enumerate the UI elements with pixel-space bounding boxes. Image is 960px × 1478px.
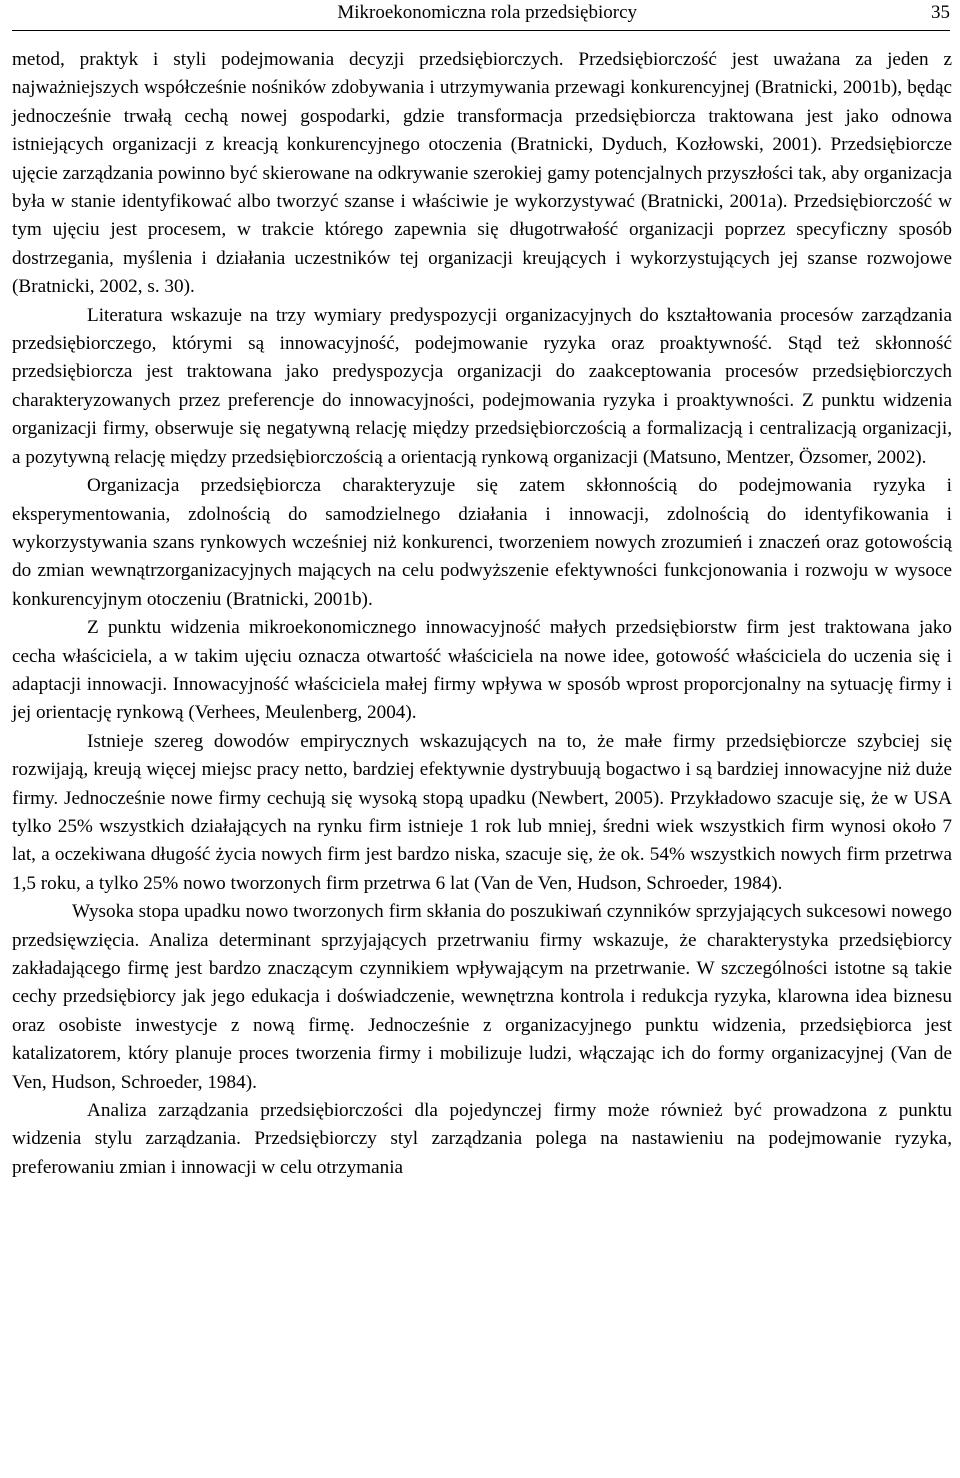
- paragraph: Literatura wskazuje na trzy wymiary predyspozycji organizacyjnych do kształtowania procesów zarządzania przedsiębiorczego, którymi są innowacyjność, podejmowanie ryzyka oraz proaktywność. Stąd też skłonność przedsiębiorcza jest traktowana jako predyspozycja organizacji do zaakceptowania procesów przedsiębiorczych charakteryzowanych przez preferencje do innowacyjności, podejmowania ryzyka i proaktywności. Z punktu widzenia organizacji firmy, obserwuje się negatywną relację między przedsiębiorczością a formalizacją i centralizacją organizacji, a pozytywną relację między przedsiębiorczością a orientacją rynkową organizacji (Matsuno, Mentzer, Özsomer, 2002).: [12, 304, 952, 468]
- paragraph: Organizacja przedsiębiorcza charakteryzuje się zatem skłonnością do podejmowania ryzyka i eksperymentowania, zdolnością do samodzielnego działania i innowacji, zdolnością do identyfikowania i wykorzystywania szans rynkowych wcześniej niż konkurenci, tworzeniem nowych zrozumień i znaczeń oraz gotowością do zmian wewnątrzorganizacyjnych mających na celu podwyższenie efektywności funkcjonowania i rozwoju w wysoce konkurencyjnym otoczeniu (Bratnicki, 2001b).: [12, 475, 952, 610]
- paragraph: Analiza zarządzania przedsiębiorczości dla pojedynczej firmy może również być prowadzona z punktu widzenia stylu zarządzania. Przedsiębiorczy styl zarządzania polega na nastawieniu na podejmowanie ryzyka, preferowaniu zmian i innowacji w celu otrzymania: [12, 1100, 952, 1178]
- page-number: 35: [931, 2, 950, 23]
- body-text: [12, 46, 952, 1182]
- paragraph: Istnieje szereg dowodów empirycznych wskazujących na to, że małe firmy przedsiębiorcze szybciej się rozwijają, kreują więcej miejsc pracy netto, bardziej efektywnie dystrybuują bogactwo i są bardziej innowacyjne niż duże firmy. Jednocześnie nowe firmy cechują się wysoką stopą upadku (Newbert, 2005). Przykładowo szacuje się, że w USA tylko 25% wszystkich działających na rynku firm istnieje 1 rok lub mniej, średni wiek wszystkich firm wynosi około 7 lat, a oczekiwana długość życia nowych firm jest bardzo niska, szacuje się, że ok. 54% wszystkich nowych firm przetrwa 1,5 roku, a tylko 25% nowo tworzonych firm przetrwa 6 lat (Van de Ven, Hudson, Schroeder, 1984).: [12, 730, 952, 894]
- paragraph: Z punktu widzenia mikroekonomicznego innowacyjność małych przedsiębiorstw firm jest traktowana jako cecha właściciela, a w takim ujęciu oznacza otwartość właściciela na nowe idee, gotowość właściciela do uczenia się i adaptacji innowacji. Innowacyjność właściciela małej firmy wpływa w sposób wprost proporcjonalny na sytuację firmy i jej orientację rynkową (Verhees, Meulenberg, 2004).: [12, 617, 952, 724]
- paragraph: Wysoka stopa upadku nowo tworzonych firm skłania do poszukiwań czynników sprzyjających sukcesowi nowego przedsięwzięcia. Analiza determinant sprzyjających przetrwaniu firmy wskazuje, że charakterystyka przedsiębiorcy zakładającego firmę jest bardzo znaczącym czynnikiem wpływającym na przetrwanie. W szczególności istotne są takie cechy przedsiębiorcy jak jego edukacja i doświadczenie, wewnętrzna kontrola i redukcja ryzyka, klarowna idea biznesu oraz osobiste inwestycje z nową firmę. Jednocześnie z organizacyjnego punktu widzenia, przedsiębiorca jest katalizatorem, który planuje proces tworzenia firmy i mobilizuje ludzi, włączając ich do formy organizacyjnej (Van de Ven, Hudson, Schroeder, 1984).: [12, 901, 952, 1093]
- running-header: [12, 0, 950, 31]
- running-header-title: Mikroekonomiczna rola przedsiębiorcy: [337, 2, 637, 23]
- paragraph: metod, praktyk i styli podejmowania decyzji przedsiębiorczych. Przedsiębiorczość jest uważana za jeden z najważniejszych współcześnie nośników zdobywania i utrzymywania przewagi konkurencyjnej (Bratnicki, 2001b), będąc jednocześnie trwałą cechą nowej gospodarki, gdzie transformacja przedsiębiorcza traktowana jest jako odnowa istniejących organizacji z kreacją konkurencyjnego otoczenia (Bratnicki, Dyduch, Kozłowski, 2001). Przedsiębiorcze ujęcie zarządzania powinno być skierowane na odkrywanie szerokiej gamy potencjalnych przyszłości tak, aby organizacja była w stanie identyfikować albo tworzyć szanse i właściwie je wykorzystywać (Bratnicki, 2001a). Przedsiębiorczość w tym ujęciu jest procesem, w trakcie którego zapewnia się długotrwałość organizacji poprzez specyficzny sposób dostrzegania, myślenia i działania uczestników tej organizacji kreujących i wykorzystujących jej szanse rozwojowe (Bratnicki, 2002, s. 30).: [12, 49, 952, 298]
